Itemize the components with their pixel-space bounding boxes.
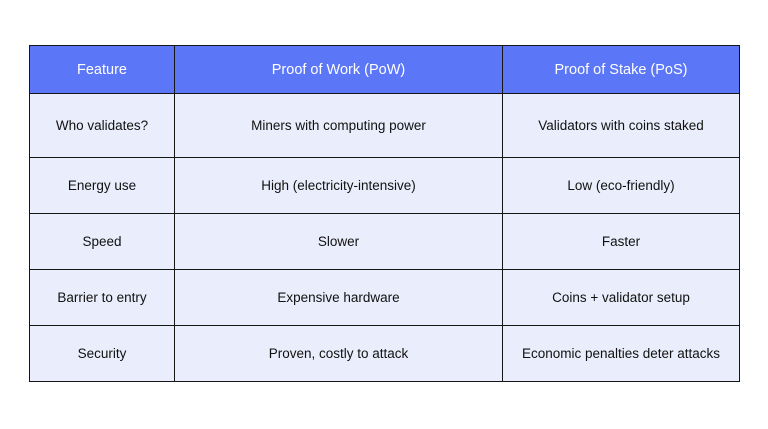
table-row xyxy=(30,94,740,158)
pos-cell: Economic penalties deter attacks xyxy=(503,326,740,382)
feature-cell: Who validates? xyxy=(30,94,175,158)
pow-cell: Slower xyxy=(175,214,503,270)
header-proof-of-stake: Proof of Stake (PoS) xyxy=(503,46,740,94)
feature-cell: Barrier to entry xyxy=(30,270,175,326)
header-row xyxy=(30,46,740,94)
table-row xyxy=(30,326,740,382)
pow-cell: Expensive hardware xyxy=(175,270,503,326)
table-body xyxy=(30,94,740,382)
table-row xyxy=(30,158,740,214)
feature-cell: Energy use xyxy=(30,158,175,214)
pow-cell: Proven, costly to attack xyxy=(175,326,503,382)
pow-cell: High (electricity-intensive) xyxy=(175,158,503,214)
table-header xyxy=(30,46,740,94)
pos-cell: Coins + validator setup xyxy=(503,270,740,326)
header-feature: Feature xyxy=(30,46,175,94)
comparison-table xyxy=(29,45,740,382)
table-row xyxy=(30,270,740,326)
feature-cell: Speed xyxy=(30,214,175,270)
feature-cell: Security xyxy=(30,326,175,382)
pos-cell: Faster xyxy=(503,214,740,270)
table-row xyxy=(30,214,740,270)
pow-cell: Miners with computing power xyxy=(175,94,503,158)
header-proof-of-work: Proof of Work (PoW) xyxy=(175,46,503,94)
pos-cell: Validators with coins staked xyxy=(503,94,740,158)
pos-cell: Low (eco-friendly) xyxy=(503,158,740,214)
